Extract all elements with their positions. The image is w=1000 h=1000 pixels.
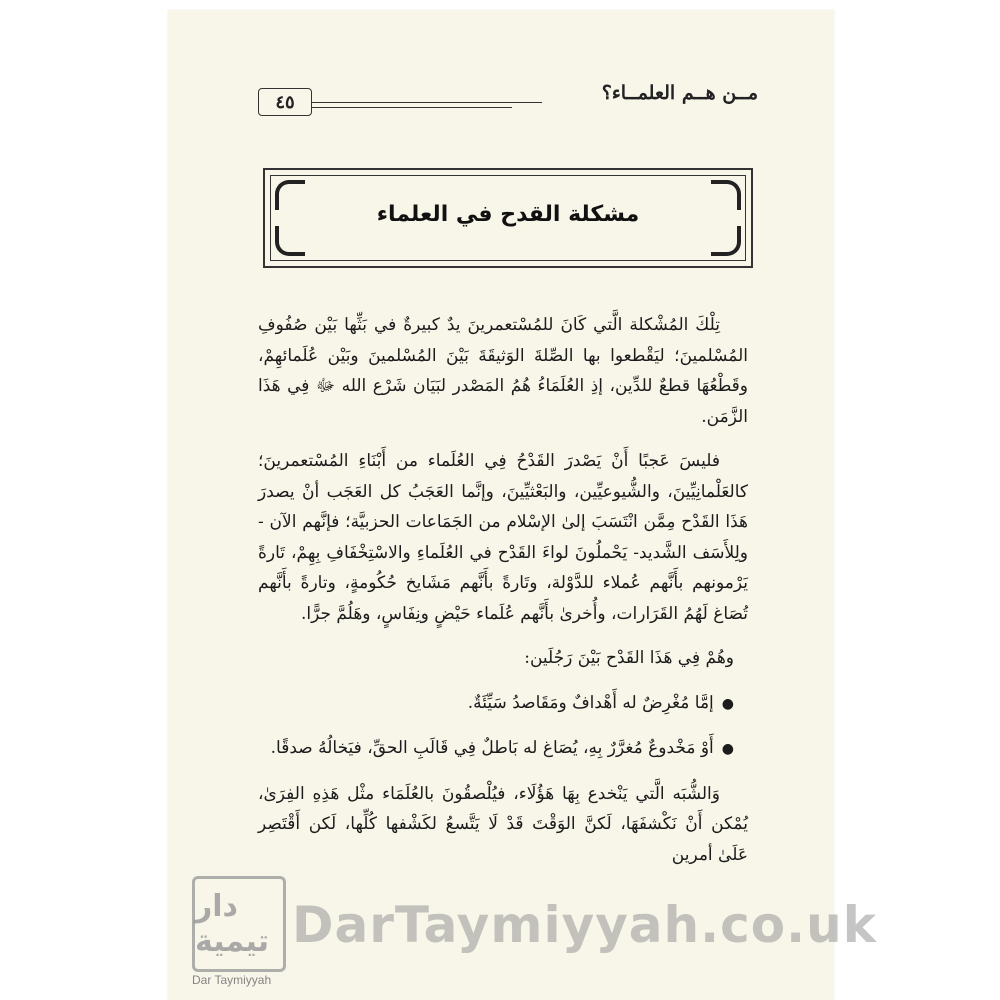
chapter-title-frame bbox=[263, 168, 753, 268]
page-number: ٤٥ bbox=[258, 88, 312, 116]
bullet-item-1 bbox=[258, 688, 748, 720]
frame-corner-ornament bbox=[711, 226, 741, 256]
bullet-text: أَوْ مَخْدوعٌ مُغرَّرٌ بِهِ، يُصَاغ له بَاطلٌ فِي قَالَبِ الحقِّ، فيَخالُهُ صدقًا. bbox=[270, 738, 714, 758]
book-page bbox=[168, 10, 834, 1000]
bullet-icon: ● bbox=[721, 695, 734, 712]
running-title: مــن هــم العلمــاء؟ bbox=[601, 82, 758, 104]
frame-corner-ornament bbox=[275, 226, 305, 256]
bullet-icon: ● bbox=[721, 741, 734, 757]
header-rule bbox=[312, 102, 542, 103]
bullet-item-2 bbox=[258, 733, 748, 765]
paragraph-2: فليسَ عَجبًا أَنْ يَصْدرَ القَدْحُ فِي العُلَماء من أَبْنَاءِ المُسْتعمرينَ؛ كالعَلْمانِيِّينَ، والشُّيوعيِّين، والبَعْثيِّينَ، وإنَّما العَجَبُ كل العَجَب أنْ يصدرَ هَذَا القَدْح مِمَّن انْتَسَبَ إلىٰ الإسْلام من الجَمَاعات الحزبيَّة؛ فإنَّهم الآن - ولِلأَسَف الشَّديد- يَحْملُونَ لواءَ القَدْح في العُلَماءِ والاسْتِخْفَافِ بِهِمْ، تَارةً يَرْمونهم بأَنَّهم عُملاء للدَّوْلة، وتَارةً بأَنَّهم مَشَايخ حُكُومةٍ، وتارةً بأَنَّهم تُصَاغ لَهُمُ القَرَارات، وأُخرىٰ بأَنَّهم عُلَماء حَيْضٍ ونِفَاسٍ، وهَلُمَّ جرًّا. bbox=[258, 451, 748, 624]
paragraph-1: تِلْكَ المُشْكلة الَّتي كَانَ للمُسْتعمرينَ يدٌ كبيرةٌ في بَثِّها بَيْن صُفُوفِ المُسْلمينَ؛ ليَقْطعوا بها الصِّلةَ الوَثيقَةَ بَيْنَ المُسْلمينَ وبَيْن عُلَمائهِمْ، وقَطْعُهَا قطعٌ للدِّين، إذِ العُلَمَاءُ هُمُ المَصْدر لبَيَان شَرْع الله ﷻ فِي هَذَا الزَّمَن. bbox=[258, 315, 748, 427]
chapter-title: مشكلة القدح في العلماء bbox=[376, 202, 640, 227]
watermark-logo: دار تيمية bbox=[192, 876, 286, 972]
bullet-text: إمَّا مُغْرِضٌ له أَهْدافٌ ومَقَاصدُ سَيِّئَةٌ. bbox=[467, 692, 714, 713]
watermark-url: DarTaymiyyah.co.uk bbox=[292, 896, 877, 954]
paragraph-3: وهُمْ فِي هَذَا القَدْح بَيْنَ رَجُلَين: bbox=[524, 648, 734, 668]
watermark bbox=[192, 876, 877, 988]
body-text bbox=[258, 310, 748, 884]
watermark-logo-caption: Dar Taymiyyah bbox=[192, 973, 272, 987]
running-header bbox=[258, 82, 758, 118]
paragraph-4: وَالشُّبَه الَّتي يَنْخدع بِهَا هَؤُلَاء، فيُلْصقُونَ بالعُلَمَاء مثْل هَذِهِ الفِرَىٰ، يُمْكن أَنْ نَكْشفَهَا، لَكنَّ الوَقْتَ قَدْ لَا يَتَّسعُ لكَشْفها كُلِّها، لَكن أَقْتَصِر عَلَىٰ أمرين bbox=[258, 783, 748, 865]
header-rule bbox=[312, 107, 512, 108]
